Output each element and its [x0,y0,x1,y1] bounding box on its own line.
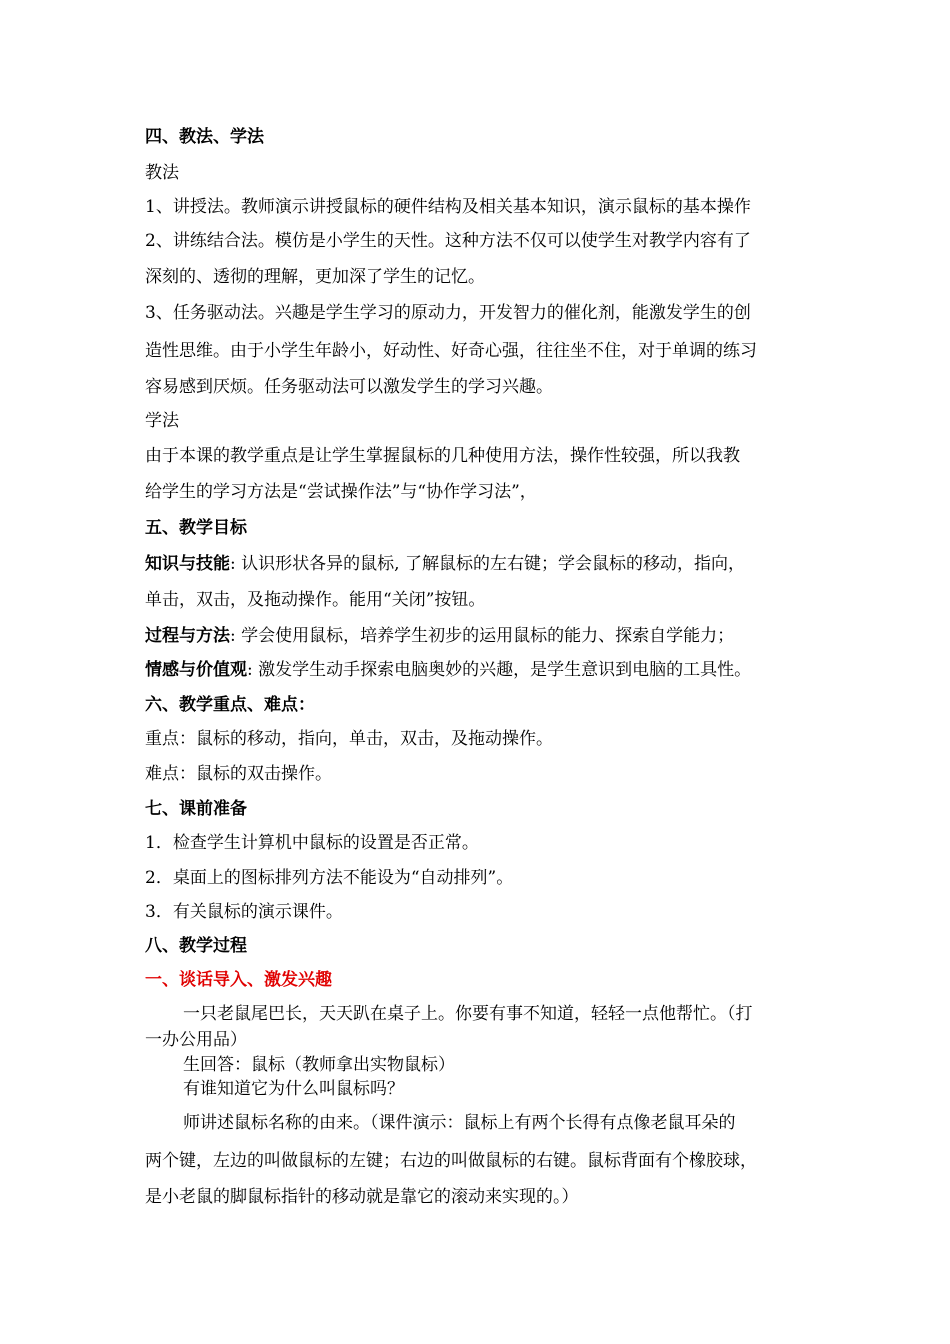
goal-knowledge-label: 知识与技能 [145,554,230,574]
prep-1: 1．检查学生计算机中鼠标的设置是否正常。 [145,833,479,853]
teaching-method-label: 教法 [145,163,179,183]
goal-process-label: 过程与方法 [145,626,230,646]
riddle-line1: 一只老鼠尾巴长，天天趴在桌子上。你要有事不知道，轻轻一点他帮忙。（打 [183,1004,753,1024]
prep-3: 3．有关鼠标的演示课件。 [145,902,343,922]
prep-2: 2．桌面上的图标排列方法不能设为“自动排列”。 [145,868,514,888]
goal-process [145,625,734,647]
teacher-explain-line3: 是小老鼠的脚鼠标指针的移动就是靠它的滚动来实现的。） [145,1187,579,1207]
method-2-line2: 深刻的、透彻的理解，更加深了学生的记忆。 [145,267,485,287]
section7-heading: 七、课前准备 [145,799,247,819]
method-2-line1: 2、讲练结合法。模仿是小学生的天性。这种方法不仅可以使学生对教学内容有了 [145,231,751,251]
method-3-line1: 3、任务驱动法。兴趣是学生学习的原动力，开发智力的催化剂，能激发学生的创 [145,303,751,323]
goal-process-text: : 学会使用鼠标，培养学生初步的运用鼠标的能力、探索自学能力； [230,626,735,646]
goal-knowledge-text: : 认识形状各异的鼠标, 了解鼠标的左右键；学会鼠标的移动，指向， [230,554,745,574]
section8-heading: 八、教学过程 [145,936,247,956]
learning-method-label: 学法 [145,411,179,431]
difficult-point: 难点：鼠标的双击操作。 [145,764,332,784]
method-1: 1、讲授法。教师演示讲授鼠标的硬件结构及相关基本知识，演示鼠标的基本操作 [145,197,751,217]
teacher-question: 有谁知道它为什么叫鼠标吗？ [183,1079,404,1099]
learning-method-line2: 给学生的学习方法是“尝试操作法”与“协作学习法”， [145,482,537,502]
method-3-line3: 容易感到厌烦。任务驱动法可以激发学生的学习兴趣。 [145,377,553,397]
section6-heading: 六、教学重点、难点： [145,695,315,715]
riddle-line2: 一办公用品） [145,1030,247,1050]
goal-knowledge-line2: 单击，双击，及拖动操作。能用“关闭”按钮。 [145,590,486,610]
goal-emotion-label: 情感与价值观 [145,660,247,680]
method-3-line2: 造性思维。由于小学生年龄小，好动性、好奇心强，往往坐不住，对于单调的练习 [145,341,757,361]
section5-heading: 五、教学目标 [145,518,247,538]
teacher-explain-line2: 两个键，左边的叫做鼠标的左键；右边的叫做鼠标的右键。鼠标背面有个橡胶球， [145,1151,757,1171]
sub-heading-intro: 一、谈话导入、激发兴趣 [145,970,332,990]
teacher-explain-line1: 师讲述鼠标名称的由来。（课件演示：鼠标上有两个长得有点像老鼠耳朵的 [183,1113,736,1133]
key-point: 重点：鼠标的移动，指向，单击，双击，及拖动操作。 [145,729,553,749]
goal-emotion-text: : 激发学生动手探索电脑奥妙的兴趣，是学生意识到电脑的工具性。 [247,660,752,680]
section4-heading: 四、教法、学法 [145,127,264,147]
student-answer: 生回答：鼠标（教师拿出实物鼠标） [183,1055,455,1075]
learning-method-line1: 由于本课的教学重点是让学生掌握鼠标的几种使用方法，操作性较强，所以我教 [145,446,740,466]
goal-knowledge [145,553,745,575]
goal-emotion [145,659,751,681]
